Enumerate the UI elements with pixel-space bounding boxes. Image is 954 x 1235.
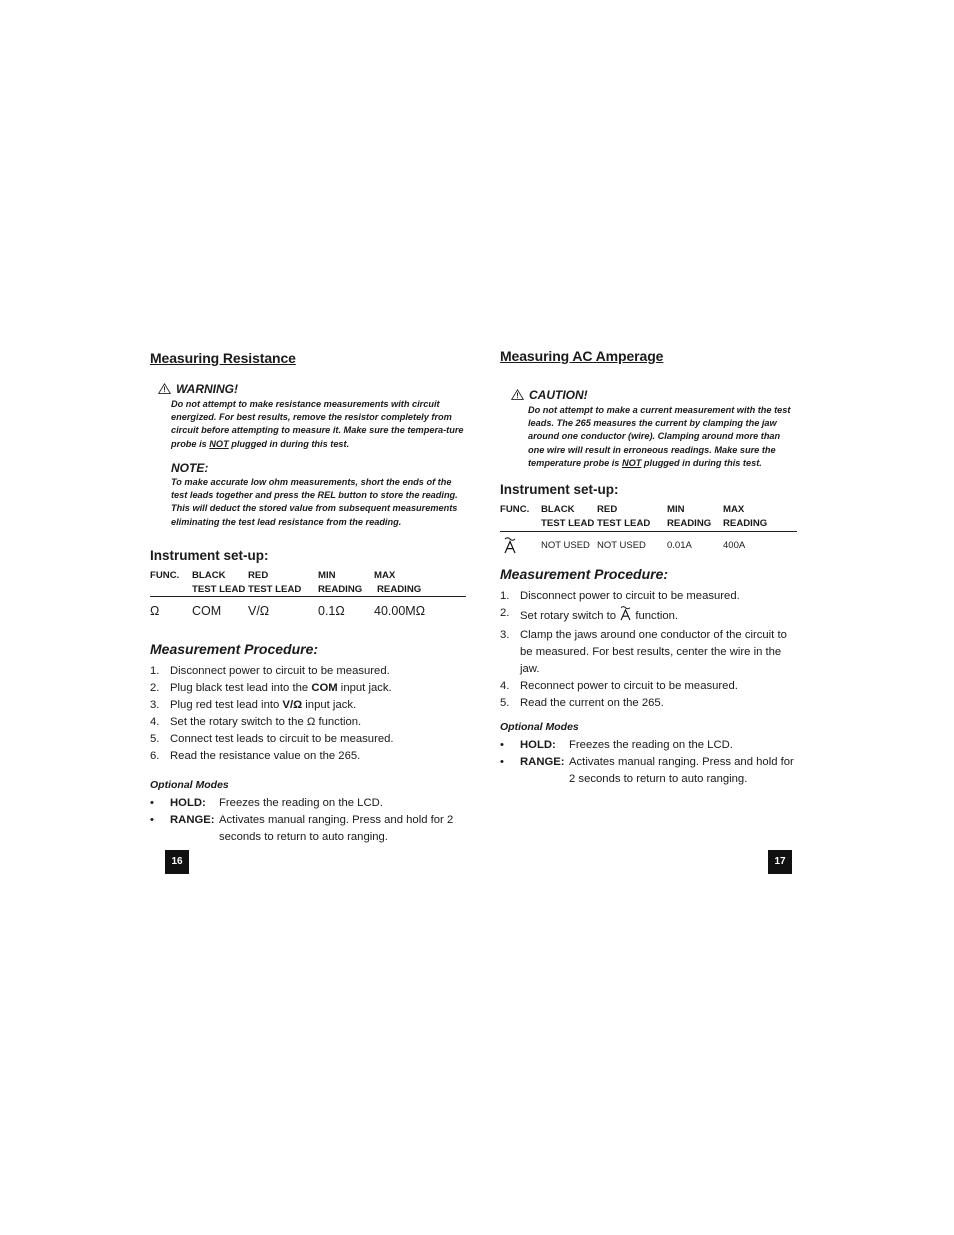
caution-not-emphasis: NOT (621, 457, 642, 468)
list-item: 1. Disconnect power to circuit to be measured. (500, 590, 740, 602)
caution-text (528, 404, 796, 470)
setup-heading: Instrument set-up: (500, 482, 619, 497)
col-header-black: BLACK TEST LEAD (541, 504, 595, 529)
list-item: 3. Clamp the jaws around one conductor of the circuit to be measured. For best results, center the wire in the jaw. (500, 629, 787, 675)
procedure-heading: Measurement Procedure: (150, 641, 319, 657)
setup-heading: Instrument set-up: (150, 548, 269, 563)
optional-range: • RANGE: Activates manual ranging. Press and hold for 2 seconds to return to auto ranging. (500, 756, 794, 785)
col-header-func: FUNC. (150, 570, 180, 581)
warning-text-part: plugged in during this test. (228, 438, 350, 449)
cell-func (503, 536, 517, 557)
cell-red-lead: V/Ω (248, 604, 270, 618)
list-item: 4. Set the rotary switch to the Ω function. (150, 716, 362, 728)
procedure-steps (150, 663, 468, 765)
ac-amp-icon (619, 605, 632, 627)
table-rule (150, 596, 466, 597)
cell-min-reading: 0.01A (667, 540, 692, 551)
caution-text-part: plugged in during this test. (641, 457, 762, 468)
col-header-black: BLACK TEST LEAD (192, 570, 246, 595)
cell-func: Ω (150, 604, 160, 618)
warning-not-emphasis: NOT (209, 438, 229, 449)
optional-range: • RANGE: Activates manual ranging. Press and hold for 2 seconds to return to auto ranging. (150, 814, 454, 843)
warning-triangle-icon (158, 383, 171, 394)
list-item: 6. Read the resistance value on the 265. (150, 750, 361, 762)
procedure-heading: Measurement Procedure: (500, 566, 669, 582)
cell-max-reading: 40.00MΩ (374, 604, 426, 618)
col-header-min: MIN READING (318, 570, 363, 595)
optional-modes-heading: Optional Modes (150, 779, 229, 791)
col-header-max: MAX READING (723, 504, 768, 529)
caution-text-part: Do not attempt to make a current measurement with the test leads. The 265 measures the current by clamping the jaw around one conductor (wire). Clamping around more than one wire will result in erroneous readings. Make sure the temperature probe is (528, 405, 791, 468)
ac-amp-icon (503, 536, 517, 557)
list-item: 2. Set rotary switch to function. (500, 605, 796, 627)
warning-text (171, 398, 467, 451)
list-item: 1. Disconnect power to circuit to be measured. (150, 665, 390, 677)
page-number: 16 (165, 850, 189, 874)
col-header-func: FUNC. (500, 504, 530, 515)
col-header-min: MIN READING (667, 504, 712, 529)
cell-min-reading: 0.1Ω (318, 604, 345, 618)
cell-max-reading: 400A (723, 540, 746, 551)
list-item: 5. Read the current on the 265. (500, 697, 664, 709)
warning-heading (158, 382, 238, 396)
list-item: 4. Reconnect power to circuit to be measured. (500, 680, 738, 692)
note-heading: NOTE: (171, 461, 209, 475)
note-text: To make accurate low ohm measurements, short the ends of the test leads together and press the REL button to store the reading. This will deduct the stored value from subsequent measurements eliminating the test lead resistance from the reading. (171, 477, 458, 527)
caution-label: CAUTION! (529, 388, 588, 402)
cell-black-lead: NOT USED (541, 540, 590, 551)
list-item: 2. Plug black test lead into the COM input jack. (150, 682, 392, 694)
col-header-red: RED TEST LEAD (597, 504, 651, 529)
section-title-ac-amperage: Measuring AC Amperage (500, 348, 664, 364)
cell-black-lead: COM (192, 604, 222, 618)
warning-triangle-icon (511, 389, 524, 400)
col-header-red: RED TEST LEAD (248, 570, 302, 595)
section-title-resistance: Measuring Resistance (150, 350, 296, 366)
list-item: 5. Connect test leads to circuit to be measured. (150, 733, 394, 745)
procedure-steps (500, 588, 796, 712)
optional-modes-heading: Optional Modes (500, 721, 579, 733)
page-number: 17 (768, 850, 792, 874)
warning-label: WARNING! (176, 382, 238, 396)
col-header-max: MAX READING (374, 570, 422, 595)
warning-text-part: Do not attempt to make resistance measurements with circuit energized. For best results, remove the resistor completely from circuit before attempting to measure it. Make sure the tempera-ture probe is (171, 399, 464, 449)
caution-heading (511, 388, 588, 402)
optional-hold: • HOLD: Freezes the reading on the LCD. (500, 739, 733, 751)
table-rule (500, 531, 797, 532)
optional-hold: • HOLD: Freezes the reading on the LCD. (150, 797, 383, 809)
cell-red-lead: NOT USED (597, 540, 646, 551)
list-item: 3. Plug red test lead into V/Ω input jack. (150, 699, 357, 711)
